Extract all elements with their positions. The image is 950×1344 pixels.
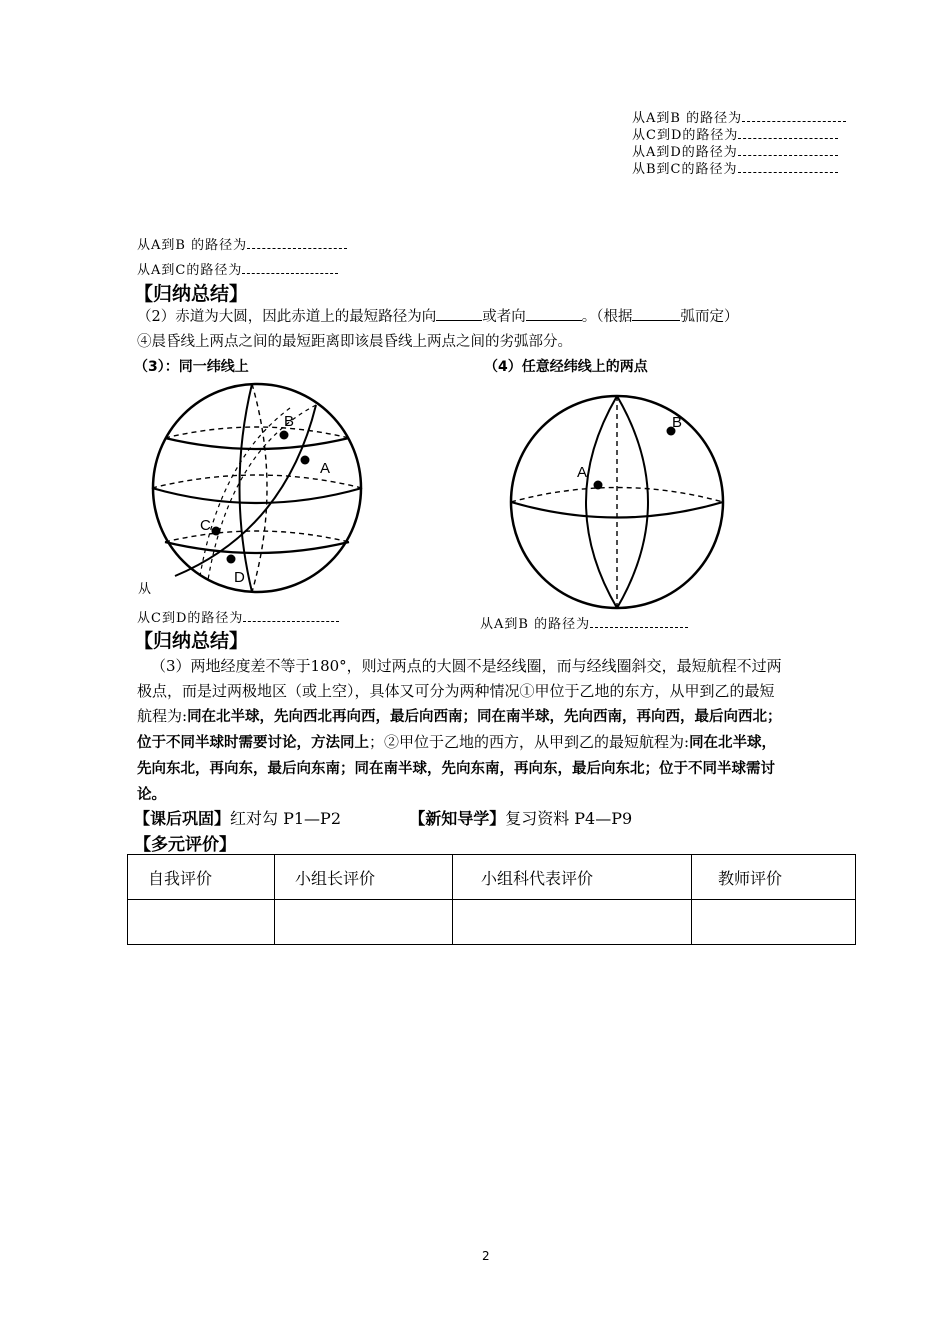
label-a: A [577, 464, 588, 481]
evaluation-table [127, 854, 856, 945]
cell-leader[interactable] [275, 900, 453, 945]
globe-figure-latitude [130, 380, 380, 600]
summary-equator-line: （2）赤道为大圆，因此赤道上的最短路径为向 或者向 。（根据 弧而定） [137, 305, 738, 326]
label-a: A [320, 460, 331, 477]
path-line-ac-left: 从A到C的路径为 [137, 259, 338, 278]
header-representative: 小组科代表评价 [453, 855, 692, 900]
path-line-cd-top: 从C到D的路径为 [632, 124, 838, 143]
page-number: 2 [482, 1249, 490, 1263]
figure2-caption: 从A到B 的路径为 [480, 613, 688, 632]
figure1-caption: 从C到D的路径为 [137, 607, 339, 626]
label-d: D [234, 569, 245, 586]
globe-figure-meridians [500, 385, 735, 620]
label-b: B [672, 414, 683, 431]
header-self: 自我评价 [128, 855, 275, 900]
cell-self[interactable] [128, 900, 275, 945]
summary-heading-2: 【归纳总结】 [134, 630, 249, 652]
label-c: C [200, 517, 211, 534]
path-line-ad-top: 从A到D的路径为 [632, 141, 838, 160]
summary-heading-1: 【归纳总结】 [134, 283, 249, 305]
header-teacher: 教师评价 [692, 855, 856, 900]
path-line-bc-top: 从B到C的路径为 [632, 158, 838, 177]
path-line-ab-top: 从A到B 的路径为 [632, 107, 846, 126]
subheading-any-points: （4）任意经纬线上的两点 [484, 359, 648, 375]
cell-representative[interactable] [453, 900, 692, 945]
header-leader: 小组长评价 [275, 855, 453, 900]
homework-line: 【课后巩固】红对勾 P1—P2 【新知导学】复习资料 P4—P9 [134, 809, 633, 828]
subheading-same-latitude: （3）：同一纬线上 [134, 359, 249, 375]
cell-teacher[interactable] [692, 900, 856, 945]
clipped-text: 从 [138, 582, 152, 597]
summary-paragraph-3: （3）两地经度差不等于180°，则过两点的大圆不是经线圈，而与经线圈斜交，最短航程不过两 极点，而是过两极地区（或上空），具体又可分为两种情况①甲位于乙地的东方，从甲到乙的最短 航程为:同在北半球，先向西北再向西，最后向西南；同在南半球，先向西南，再向西，最后向西北； 位于不同半球时需要讨论，方法同上；②甲位于乙地的西方，从甲到乙的最短航程为:同在北半球， 先向东北，再向东，最后向东南；同在南半球，先向东南，再向东，最后向东北；位于不同半球需讨 论。 [137, 657, 782, 803]
evaluation-heading: 【多元评价】 [134, 835, 236, 855]
label-b: B [284, 413, 295, 430]
path-line-ab-left: 从A到B 的路径为 [137, 234, 347, 253]
summary-terminator-line: ④晨昏线上两点之间的最短距离即该晨昏线上两点之间的劣弧部分。 [137, 334, 572, 350]
